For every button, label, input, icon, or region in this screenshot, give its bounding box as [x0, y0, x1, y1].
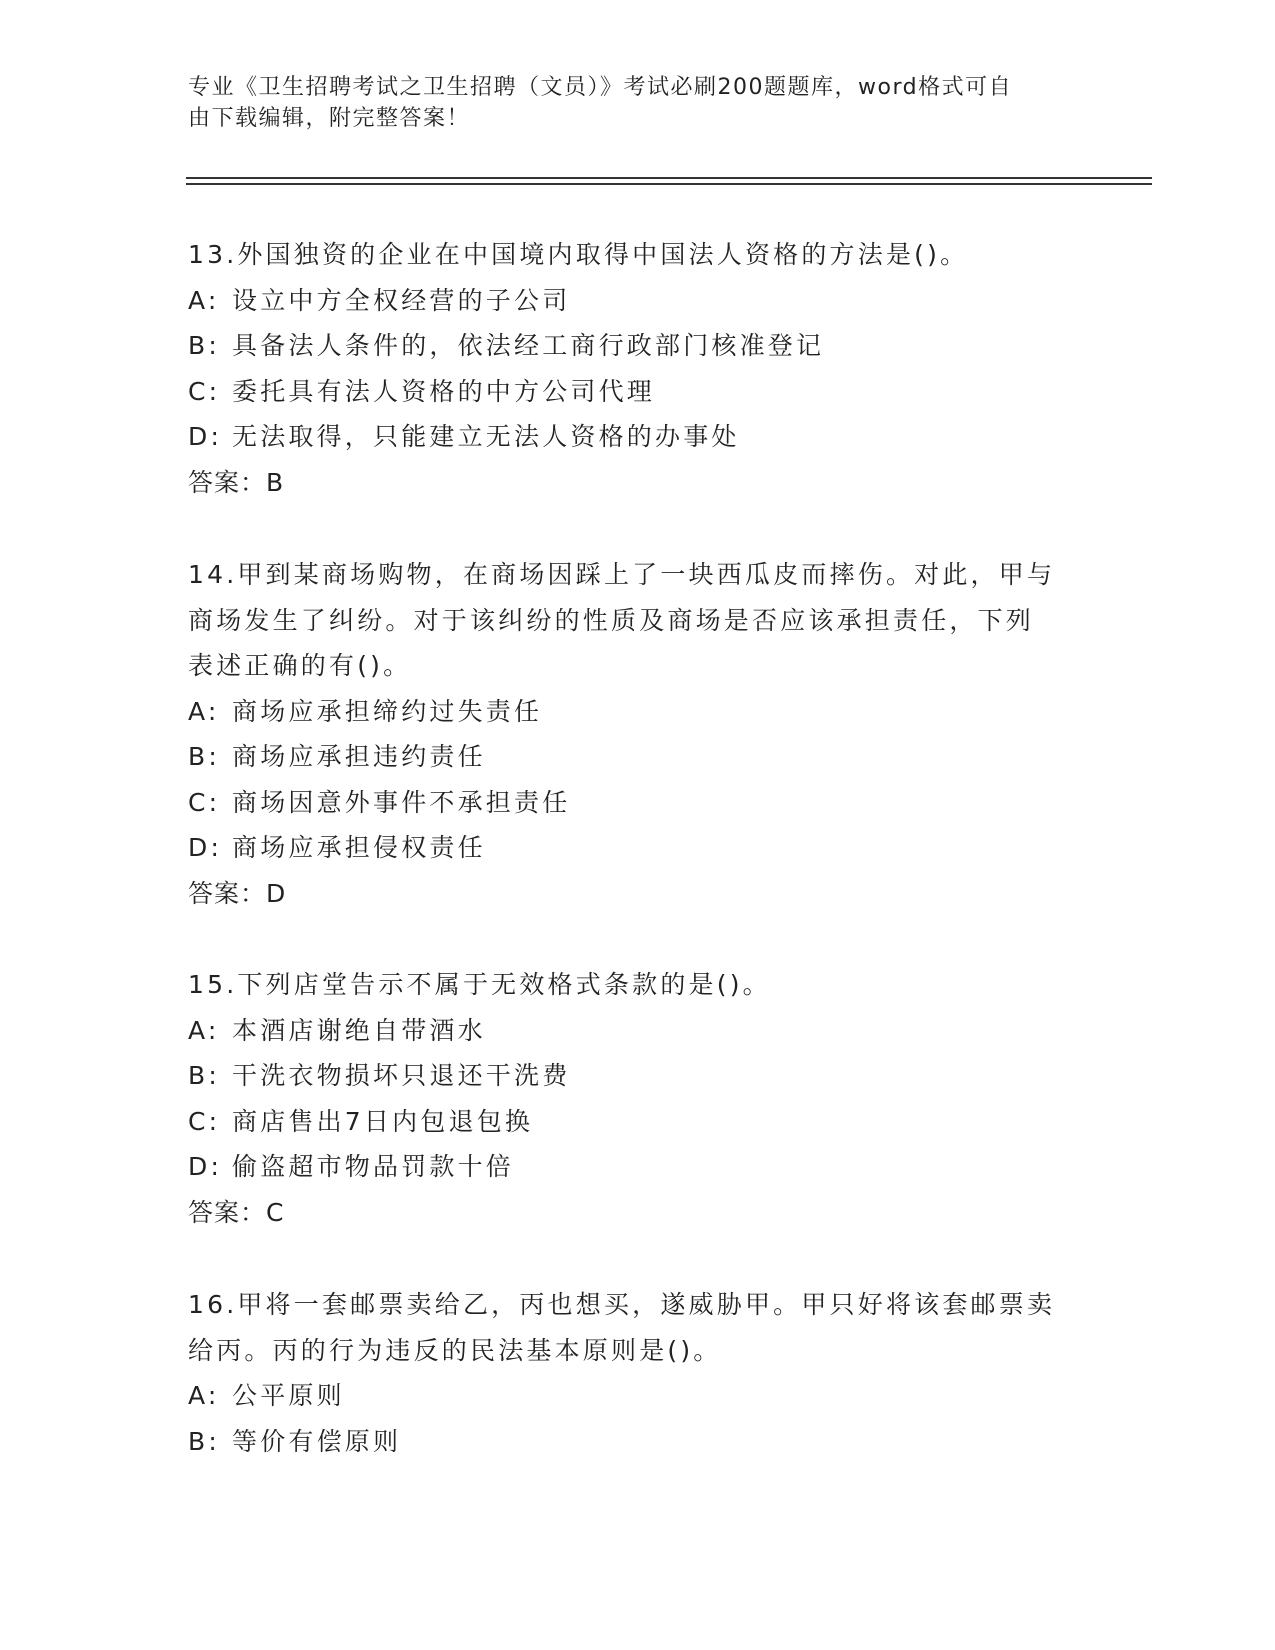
option-key: A: — [188, 285, 220, 315]
option-key: B: — [188, 742, 220, 771]
option-key: B: — [188, 1426, 220, 1456]
question-stem-line-2: 给丙。丙的行为违反的民法基本原则是()。 — [188, 1335, 722, 1365]
question-stem-line-3: 表述正确的有()。 — [188, 651, 412, 680]
option-key: A: — [188, 1381, 220, 1410]
question-stem: 15.下列店堂告示不属于无效格式条款的是()。 — [188, 970, 771, 999]
option-key: B: — [188, 331, 220, 360]
option-d — [188, 1144, 1088, 1190]
option-b — [188, 1419, 1088, 1465]
option-a — [188, 1008, 1088, 1054]
header-divider-bottom — [186, 183, 1152, 185]
option-d — [188, 825, 1088, 871]
option-key: D: — [188, 1152, 223, 1181]
option-key: B: — [188, 1061, 220, 1090]
option-text: 商场因意外事件不承担责任 — [232, 787, 571, 817]
option-text: 本酒店谢绝自带酒水 — [232, 1015, 486, 1045]
document-header — [188, 72, 1088, 134]
option-a — [188, 1373, 1088, 1419]
option-text: 商场应承担侵权责任 — [232, 833, 486, 862]
option-text: 设立中方全权经营的子公司 — [232, 285, 571, 315]
option-text: 等价有偿原则 — [232, 1426, 402, 1456]
option-a — [188, 689, 1088, 735]
option-key: C: — [188, 787, 221, 817]
question-stem-line-1: 14.甲到某商场购物，在商场因踩上了一块西瓜皮而摔伤。对此，甲与 — [188, 560, 1056, 589]
option-text: 具备法人条件的，依法经工商行政部门核准登记 — [232, 331, 825, 360]
answer-line: 答案：B — [188, 467, 285, 497]
option-d — [188, 414, 1088, 460]
option-key: D: — [188, 833, 223, 862]
question-16 — [188, 1282, 1088, 1464]
question-14 — [188, 552, 1088, 916]
option-key: D: — [188, 422, 223, 451]
option-key: A: — [188, 1015, 220, 1045]
option-a — [188, 278, 1088, 324]
question-stem: 13.外国独资的企业在中国境内取得中国法人资格的方法是()。 — [188, 240, 969, 269]
question-15 — [188, 962, 1088, 1235]
option-text: 公平原则 — [232, 1381, 345, 1410]
option-c — [188, 369, 1088, 415]
option-text: 商场应承担缔约过失责任 — [232, 696, 543, 726]
option-b — [188, 1053, 1088, 1099]
option-text: 干洗衣物损坏只退还干洗费 — [232, 1061, 571, 1090]
option-key: A: — [188, 696, 220, 726]
question-13 — [188, 232, 1088, 505]
option-text: 委托具有法人资格的中方公司代理 — [232, 376, 656, 406]
question-stem-line-2: 商场发生了纠纷。对于该纠纷的性质及商场是否应该承担责任，下列 — [188, 605, 1035, 635]
option-key: C: — [188, 376, 221, 406]
option-text: 偷盗超市物品罚款十倍 — [232, 1152, 515, 1181]
question-stem-line-1: 16.甲将一套邮票卖给乙，丙也想买，遂威胁甲。甲只好将该套邮票卖 — [188, 1290, 1056, 1319]
option-text: 商场应承担违约责任 — [232, 742, 486, 771]
option-b — [188, 323, 1088, 369]
answer-line: 答案：C — [188, 1197, 285, 1227]
option-key: C: — [188, 1106, 221, 1136]
answer-line: 答案：D — [188, 878, 287, 908]
header-divider-top — [186, 177, 1152, 179]
option-text: 无法取得，只能建立无法人资格的办事处 — [232, 422, 740, 451]
option-c — [188, 1099, 1088, 1145]
option-text: 商店售出7日内包退包换 — [232, 1106, 534, 1136]
header-line-2: 由下载编辑，附完整答案！ — [188, 106, 471, 131]
header-line-1: 专业《卫生招聘考试之卫生招聘（文员）》考试必刷200题题库，word格式可自 — [188, 75, 1013, 100]
option-c — [188, 780, 1088, 826]
option-b — [188, 734, 1088, 780]
